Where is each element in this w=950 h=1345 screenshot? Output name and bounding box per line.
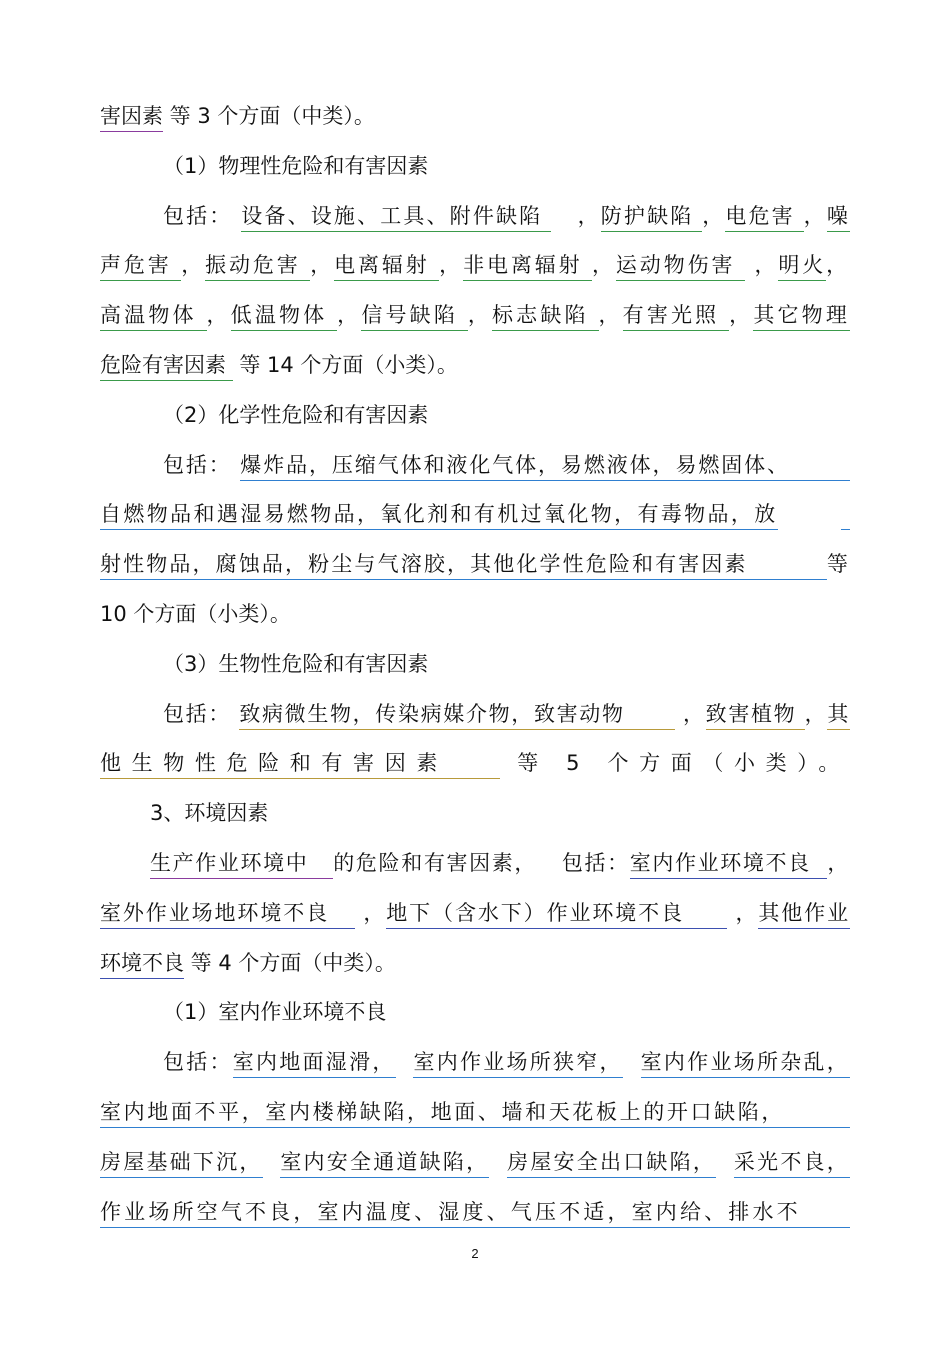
underlined-term: 室内楼梯缺陷， [265, 1100, 430, 1128]
text-line [163, 401, 428, 429]
text-line [163, 700, 850, 728]
text-run: 等 [826, 552, 850, 577]
underlined-term: 标志缺陷 [492, 303, 598, 331]
underlined-term: 室内地面不平， [100, 1100, 265, 1128]
underlined-term: 运动物伤害 [616, 253, 745, 281]
underlined-term: 地面、墙和天花板上的开口缺陷， [431, 1100, 850, 1128]
text-run: ， [354, 900, 387, 925]
underlined-term: 防护缺陷 [601, 204, 702, 232]
text-run [778, 502, 841, 526]
text-run: 包括： [163, 203, 242, 228]
underlined-term: 害因素 [100, 104, 163, 132]
text-run: 等 4 个方面（中类）。 [184, 950, 396, 975]
text-line [100, 351, 458, 379]
text-line [150, 799, 268, 827]
text-run: ， [826, 253, 850, 278]
underlined-term: 信号缺陷 [361, 303, 467, 331]
text-run: 包括： [163, 452, 241, 477]
underlined-term: 其 [827, 702, 850, 730]
text-run: ， [551, 203, 601, 228]
underlined-term: 采光不良， [734, 1150, 850, 1178]
text-run: ， [674, 701, 706, 726]
text-run: 3、环境因素 [150, 801, 269, 826]
underlined-term: 其他作业 [758, 901, 850, 929]
underlined-term: 非电离辐射 [463, 253, 592, 281]
text-line [100, 301, 850, 329]
underlined-term: 其他化学性危险和有害因素 [470, 552, 827, 580]
text-run: （2）化学性危险和有害因素 [163, 402, 429, 427]
text-run: ， [598, 303, 623, 328]
text-run: ， [827, 851, 850, 875]
text-run: ， [729, 303, 754, 328]
text-line [100, 102, 375, 130]
text-run: ， [702, 203, 726, 228]
underlined-term: 房屋安全出口缺陷， [507, 1150, 716, 1178]
underlined-term: 振动危害 [205, 253, 310, 281]
underlined-term: 有害光照 [623, 303, 729, 331]
text-line [163, 202, 850, 230]
underlined-term: 房屋基础下沉， [100, 1150, 263, 1178]
underlined-term: 地下（含水下）作业环境不良 [386, 901, 727, 929]
underlined-term: 易燃固体、 [675, 453, 850, 481]
underlined-term: 设备、设施、工具、附件缺陷 [241, 204, 551, 232]
underlined-term: 放 [754, 502, 777, 530]
underlined-term: 室内地面湿滑， [233, 1050, 396, 1078]
text-run: （3）生物性危险和有害因素 [163, 651, 429, 676]
underlined-term: 致害植物 [706, 702, 805, 730]
underlined-term: 压缩气体和液化气体， [332, 453, 561, 481]
text-line [163, 152, 428, 180]
text-line [100, 749, 850, 777]
underlined-term: 室内作业场所杂乱， [641, 1050, 850, 1078]
underlined-term: 室内温度、湿度、气压不适， [317, 1200, 631, 1228]
underlined-term: 自燃物品和遇湿易燃物品， [100, 502, 380, 530]
text-run: 10 个方面（小类）。 [100, 602, 291, 626]
text-line [163, 650, 428, 678]
text-line [100, 550, 850, 578]
text-run [396, 1050, 414, 1074]
text-line [150, 849, 850, 877]
underlined-term: 他生物性危险和有害因素 [100, 751, 500, 779]
text-run: 包括： [163, 1050, 233, 1075]
text-run: 等 5 个方面（小类）。 [499, 751, 850, 776]
underlined-term: 电离辐射 [334, 253, 439, 281]
text-line [100, 1148, 850, 1176]
underlined-term: 室内给、排水不 [632, 1200, 850, 1228]
underlined-term: 氧化剂和有机过氧化物， [380, 502, 637, 530]
underlined-term: 有毒物品， [637, 502, 754, 530]
underlined-term: 噪 [827, 204, 850, 232]
text-run: 的危险和有害因素， 包括： [333, 851, 630, 875]
text-run: ， [310, 253, 335, 278]
text-line [100, 500, 850, 528]
text-line [163, 998, 386, 1026]
underlined-term: 致病微生物， [239, 702, 375, 730]
text-line [100, 251, 850, 279]
text-run [263, 1150, 281, 1174]
text-run: ， [803, 203, 827, 228]
text-run: ， [439, 253, 464, 278]
text-run: ， [592, 253, 616, 278]
text-line [100, 949, 396, 977]
text-line [163, 1048, 850, 1076]
underlined-term: 易燃液体， [561, 453, 676, 481]
text-run [489, 1150, 507, 1174]
underlined-term: 爆炸品， [240, 453, 332, 481]
underlined-term: 射性物品， [100, 552, 216, 580]
text-run: 等 3 个方面（中类）。 [163, 104, 375, 128]
underlined-term: 低温物体 [231, 303, 337, 331]
page-number: 2 [471, 1246, 479, 1261]
underlined-term: 腐蚀品， [216, 552, 309, 580]
text-run: ， [726, 900, 759, 925]
underlined-term: 室内作业环境不良 [630, 851, 828, 879]
text-run: ， [206, 303, 231, 328]
text-run: （1）室内作业环境不良 [163, 1000, 387, 1025]
text-line [100, 899, 850, 927]
text-run: ， [744, 253, 779, 278]
underlined-term: 室内作业场所狭窄， [413, 1050, 622, 1078]
underlined-term: 电危害 [725, 204, 803, 232]
underlined-term: 室外作业场地环境不良 [100, 901, 355, 929]
underlined-term: 环境不良 [100, 951, 184, 979]
underlined-term: 传染病媒介物， [375, 702, 534, 730]
text-line [100, 1098, 850, 1126]
underlined-term [841, 502, 850, 530]
text-line [100, 600, 291, 628]
text-run: ， [467, 303, 493, 328]
underlined-term: 作业场所空气不良， [100, 1200, 317, 1228]
text-run: ， [804, 701, 828, 726]
text-run: （1）物理性危险和有害因素 [163, 153, 429, 178]
text-run: 等 14 个方面（小类）。 [232, 353, 458, 377]
underlined-term: 高温物体 [100, 303, 206, 331]
text-run: ， [337, 303, 362, 328]
underlined-term: 其它物理 [753, 303, 850, 331]
text-run: 包括： [163, 701, 240, 726]
text-line [163, 451, 850, 479]
underlined-term: 明火 [778, 253, 826, 281]
text-run [716, 1150, 734, 1174]
text-run: ， [181, 253, 206, 278]
underlined-term: 声危害 [100, 253, 181, 281]
text-line [100, 1198, 850, 1226]
underlined-term: 粉尘与气溶胶， [308, 552, 470, 580]
underlined-term: 危险有害因素 [100, 353, 233, 381]
underlined-term: 致害动物 [534, 702, 675, 730]
underlined-term: 生产作业环境中 [150, 851, 333, 879]
underlined-term: 室内安全通道缺陷， [280, 1150, 489, 1178]
text-run [623, 1050, 641, 1074]
